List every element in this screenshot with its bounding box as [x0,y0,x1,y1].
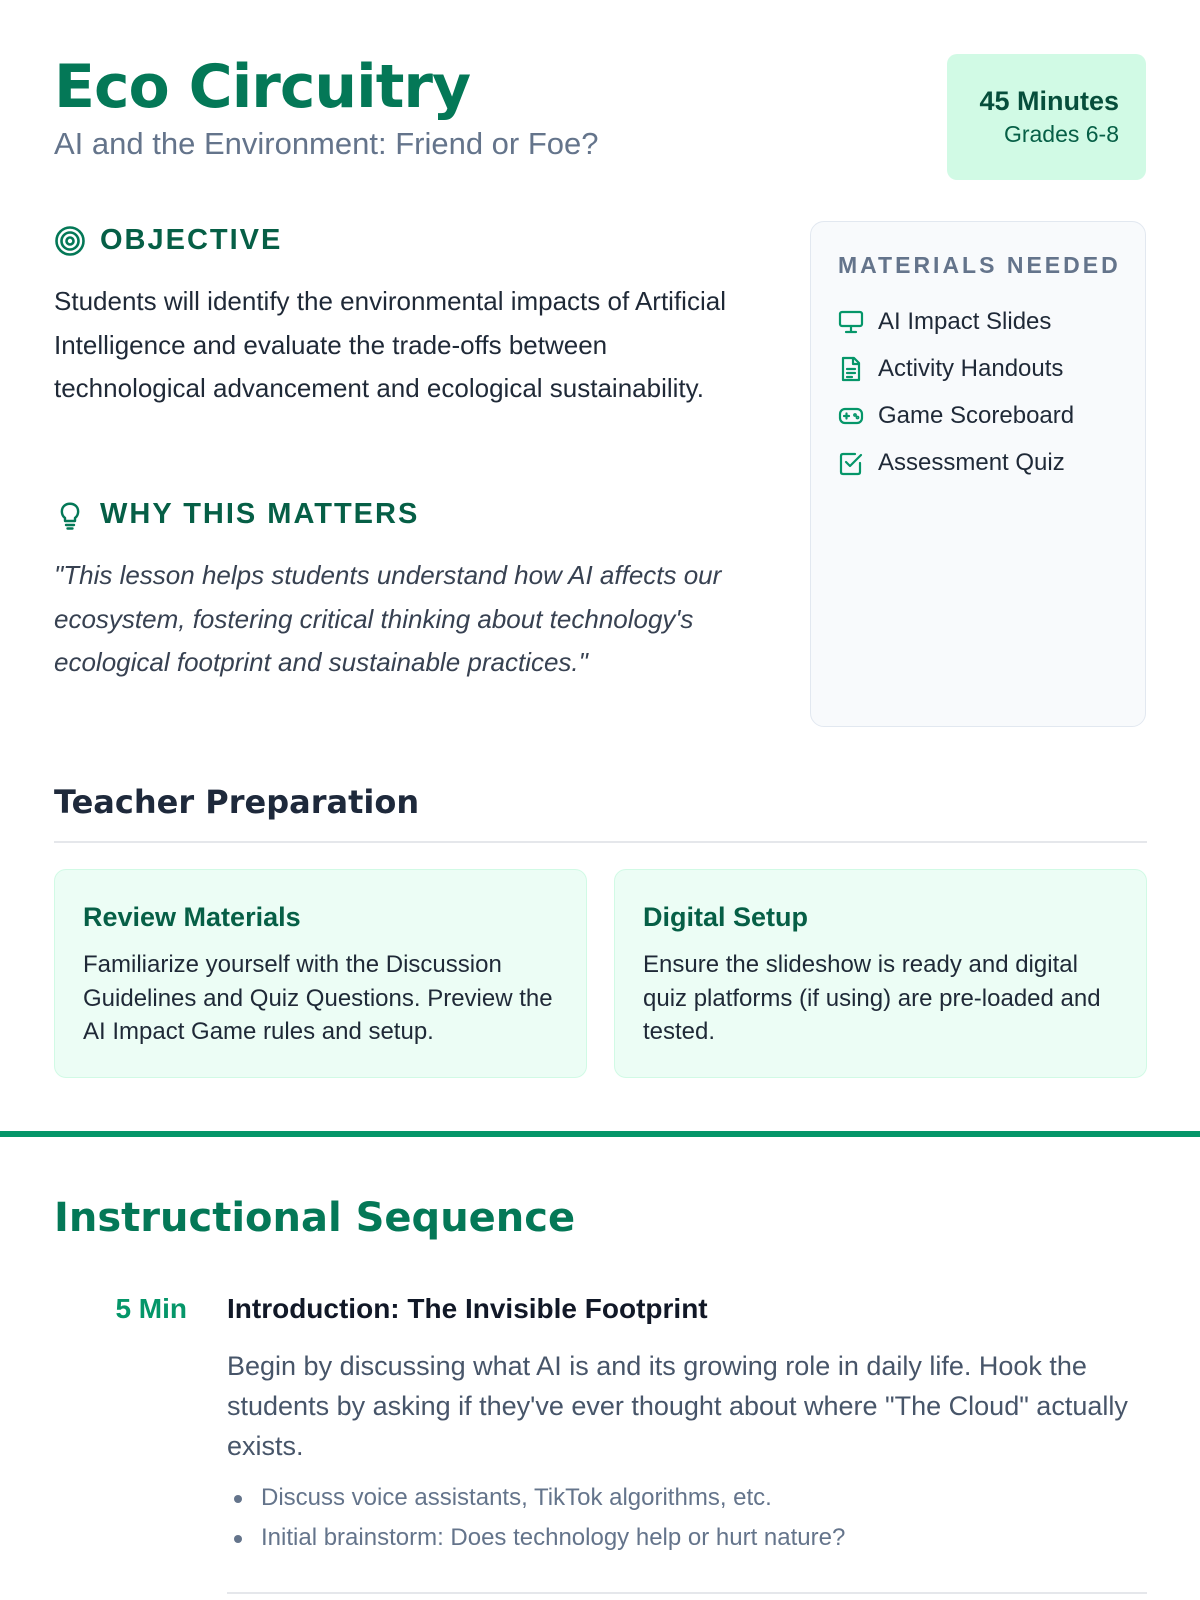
page-subtitle: AI and the Environment: Friend or Foe? [54,126,599,161]
page-title: Eco Circuitry [54,52,471,122]
sequence-title: Instructional Sequence [54,1195,576,1241]
materials-card [810,221,1146,727]
monitor-icon [838,309,864,335]
material-item [838,345,1145,392]
material-label: Game Scoreboard [878,401,1075,429]
checkbox-icon [838,450,864,476]
list-item: Discuss voice assistants, TikTok algorithms, etc. [227,1478,1147,1518]
objective-heading-label: OBJECTIVE [100,224,283,256]
document-icon [838,356,864,382]
material-label: Assessment Quiz [878,448,1065,476]
prep-card-text: Ensure the slideshow is ready and digital quiz platforms (if using) are pre-loaded and tested. [643,951,1101,1045]
gamepad-icon [838,403,864,429]
section-divider [0,1131,1200,1137]
target-icon [54,225,86,257]
prep-card-text: Familiarize yourself with the Discussion Guidelines and Quiz Questions. Preview the AI Impact Game rules and setup. [83,951,553,1045]
grades-label: Grades 6-8 [1003,121,1119,147]
list-item: Initial brainstorm: Does technology help or hurt nature? [227,1518,1147,1558]
materials-heading: MATERIALS NEEDED [838,252,1121,278]
duration-label: 45 Minutes [979,86,1119,116]
prep-card-title: Review Materials [83,902,301,932]
why-heading-label: WHY THIS MATTERS [100,498,420,530]
why-heading [54,498,419,531]
teacher-prep-title: Teacher Preparation [54,783,420,821]
material-label: Activity Handouts [878,354,1064,382]
material-item [838,298,1145,345]
step-bullet-list [227,1478,1147,1558]
step-time: 5 Min [115,1293,187,1324]
material-item [838,439,1145,486]
objective-text: Students will identify the environmental impacts of Artificial Intelligence and evaluate the trade-offs between technological advancement and ecological sustainability. [54,286,726,403]
step-title: Introduction: The Invisible Footprint [227,1293,708,1324]
divider [54,841,1147,843]
prep-card-title: Digital Setup [643,902,809,932]
duration-badge [947,54,1146,180]
lightbulb-icon [54,499,86,531]
why-quote: "This lesson helps students understand how AI affects our ecosystem, fostering critical thinking about technology's ecological footprint and sustainable practices." [54,560,722,677]
prep-card-digital-setup [614,869,1147,1078]
step-description: Begin by discussing what AI is and its growing role in daily life. Hook the students by asking if they've ever thought about where "The Cloud" actually exists. [227,1351,1128,1461]
prep-card-review-materials [54,869,587,1078]
material-label: AI Impact Slides [878,307,1052,335]
objective-heading [54,224,282,257]
material-item [838,392,1145,439]
divider [227,1592,1147,1594]
